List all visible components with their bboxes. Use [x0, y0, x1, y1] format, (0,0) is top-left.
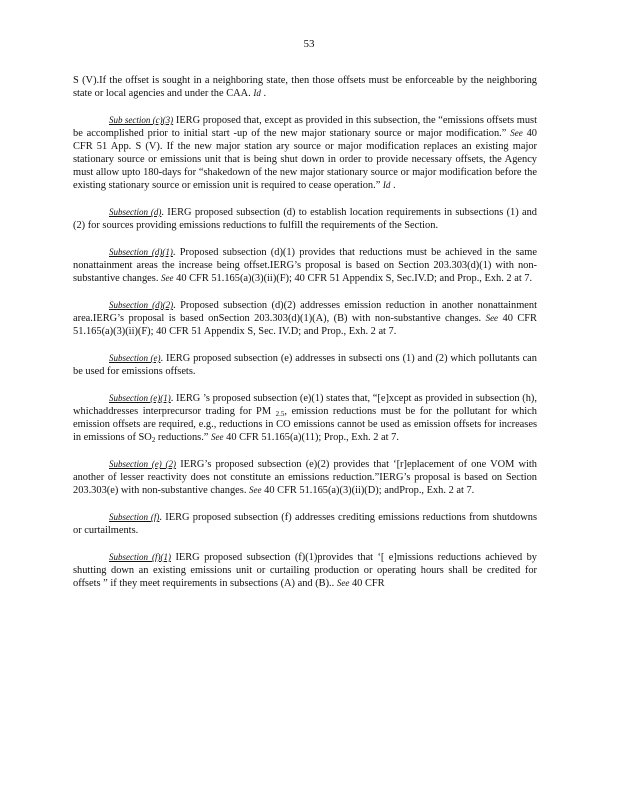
- paragraph: Subsection (f). IERG proposed subsection (f) addresses crediting emissions reductions from shutdowns or curtailments.: [73, 512, 537, 536]
- paragraph: Subsection (d). IERG proposed subsection (d) to establish location requirements in subsections (1) and (2) for sources providing emissions reductions to fulfill the requirements of the Section.: [73, 207, 537, 231]
- paragraph: Subsection (f)(1) IERG proposed subsection (f)(1)provides that ‘[ e]missions reductions achieved by shutting down an existing emissions unit or curtailing production or operating hours shall be credited for offsets ” if they meet requirements in subsections (A) and (B).. See 40 CFR: [73, 552, 537, 589]
- paragraph: Subsection (e). IERG proposed subsection (e) addresses in subsecti ons (1) and (2) which pollutants can be used for emissions offsets.: [73, 353, 537, 377]
- subsection-heading: Subsection (d)(1): [109, 247, 173, 257]
- citation: See: [485, 313, 499, 323]
- citation: See: [211, 432, 224, 442]
- subsection-heading: Subsection (d)(2): [109, 300, 174, 310]
- paragraph: S (V).If the offset is sought in a neighboring state, then those offsets must be enforceable by the neighboring state or local agencies and under the CAA. Id .: [73, 75, 537, 99]
- subsection-heading: Subsection (d): [109, 207, 162, 217]
- citation: See: [336, 578, 350, 588]
- paragraph: Sub section (c)(3) IERG proposed that, except as provided in this subsection, the “emissions offsets must be accomplished prior to initial start -up of the new major stationary source or major modification.” See 40 CFR 51 App. S (V). If the new major station ary source or major modification replaces an existing major stationary source or emissions unit that is being shut down in order to provide necessary offsets, the Agency must allow upto 180-days for “shakedown of the new major stationary source or major modification before the existing stationary source or emission unit is required to cease operation.” Id .: [73, 115, 537, 191]
- subscript: 2.5: [275, 410, 285, 418]
- paragraph: Subsection (e)(1). IERG ’s proposed subsection (e)(1) states that, “[e]xcept as provided in subsection (h), whichaddresses interprecursor trading for PM $_{2.5}$, emission reductions must be for the pollutant for which emission offsets are required, e.g., reductions in CO emissions cannot be used as emission offsets for increases in emissions of $SO_2$ reductions.” See 40 CFR 51.165(a)(11); Prop., Exh. 2 at 7.: [73, 393, 537, 444]
- subsection-heading: Sub section (c)(3): [109, 115, 174, 125]
- paragraph: Subsection (d)(2). Proposed subsection (d)(2) addresses emission reduction in another nonattainment area.IERG’s proposal is based onSection 203.303(d)(1)(A), (B) with non-substantive changes. See 40 CFR 51.165(a)(3)(ii)(F); 40 CFR 51 Appendix S, Sec. IV.D; and Prop., Exh. 2 at 7.: [73, 300, 538, 337]
- page-number: 53: [303, 38, 315, 50]
- subsection-heading: Subsection (f): [109, 512, 160, 522]
- citation: Id: [253, 88, 261, 98]
- citation: See: [249, 485, 262, 495]
- subsection-heading: Subsection (e): [109, 353, 161, 363]
- citation: See: [161, 273, 174, 283]
- citation: Id: [382, 180, 391, 190]
- paragraph: Subsection (d)(1). Proposed subsection (d)(1) provides that reductions must be achieved in the same nonattainment areas the increase being offset.IERG’s proposal is based on Section 203.303(d)(1) with non-substantive changes. See 40 CFR 51.165(a)(3)(ii)(F); 40 CFR 51 Appendix S, Sec.IV.D; and Prop., Exh. 2 at 7.: [73, 247, 537, 284]
- subsection-heading: Subsection (e)(1): [109, 393, 171, 403]
- subsection-heading: Subsection (e) (2): [109, 459, 177, 469]
- paragraph: Subsection (e) (2) IERG’s proposed subsection (e)(2) provides that ‘[r]eplacement of one VOM with another of lesser reactivity does not constitute an emissions reduction.”IERG’s proposal is based on Section 203.303(e) with non-substantive changes. See 40 CFR 51.165(a)(3)(ii)(D); andProp., Exh. 2 at 7.: [73, 459, 537, 496]
- citation: See: [510, 128, 523, 138]
- body-text: [73, 74, 537, 604]
- subscript: 2: [151, 436, 156, 444]
- subsection-heading: Subsection (f)(1): [109, 552, 172, 562]
